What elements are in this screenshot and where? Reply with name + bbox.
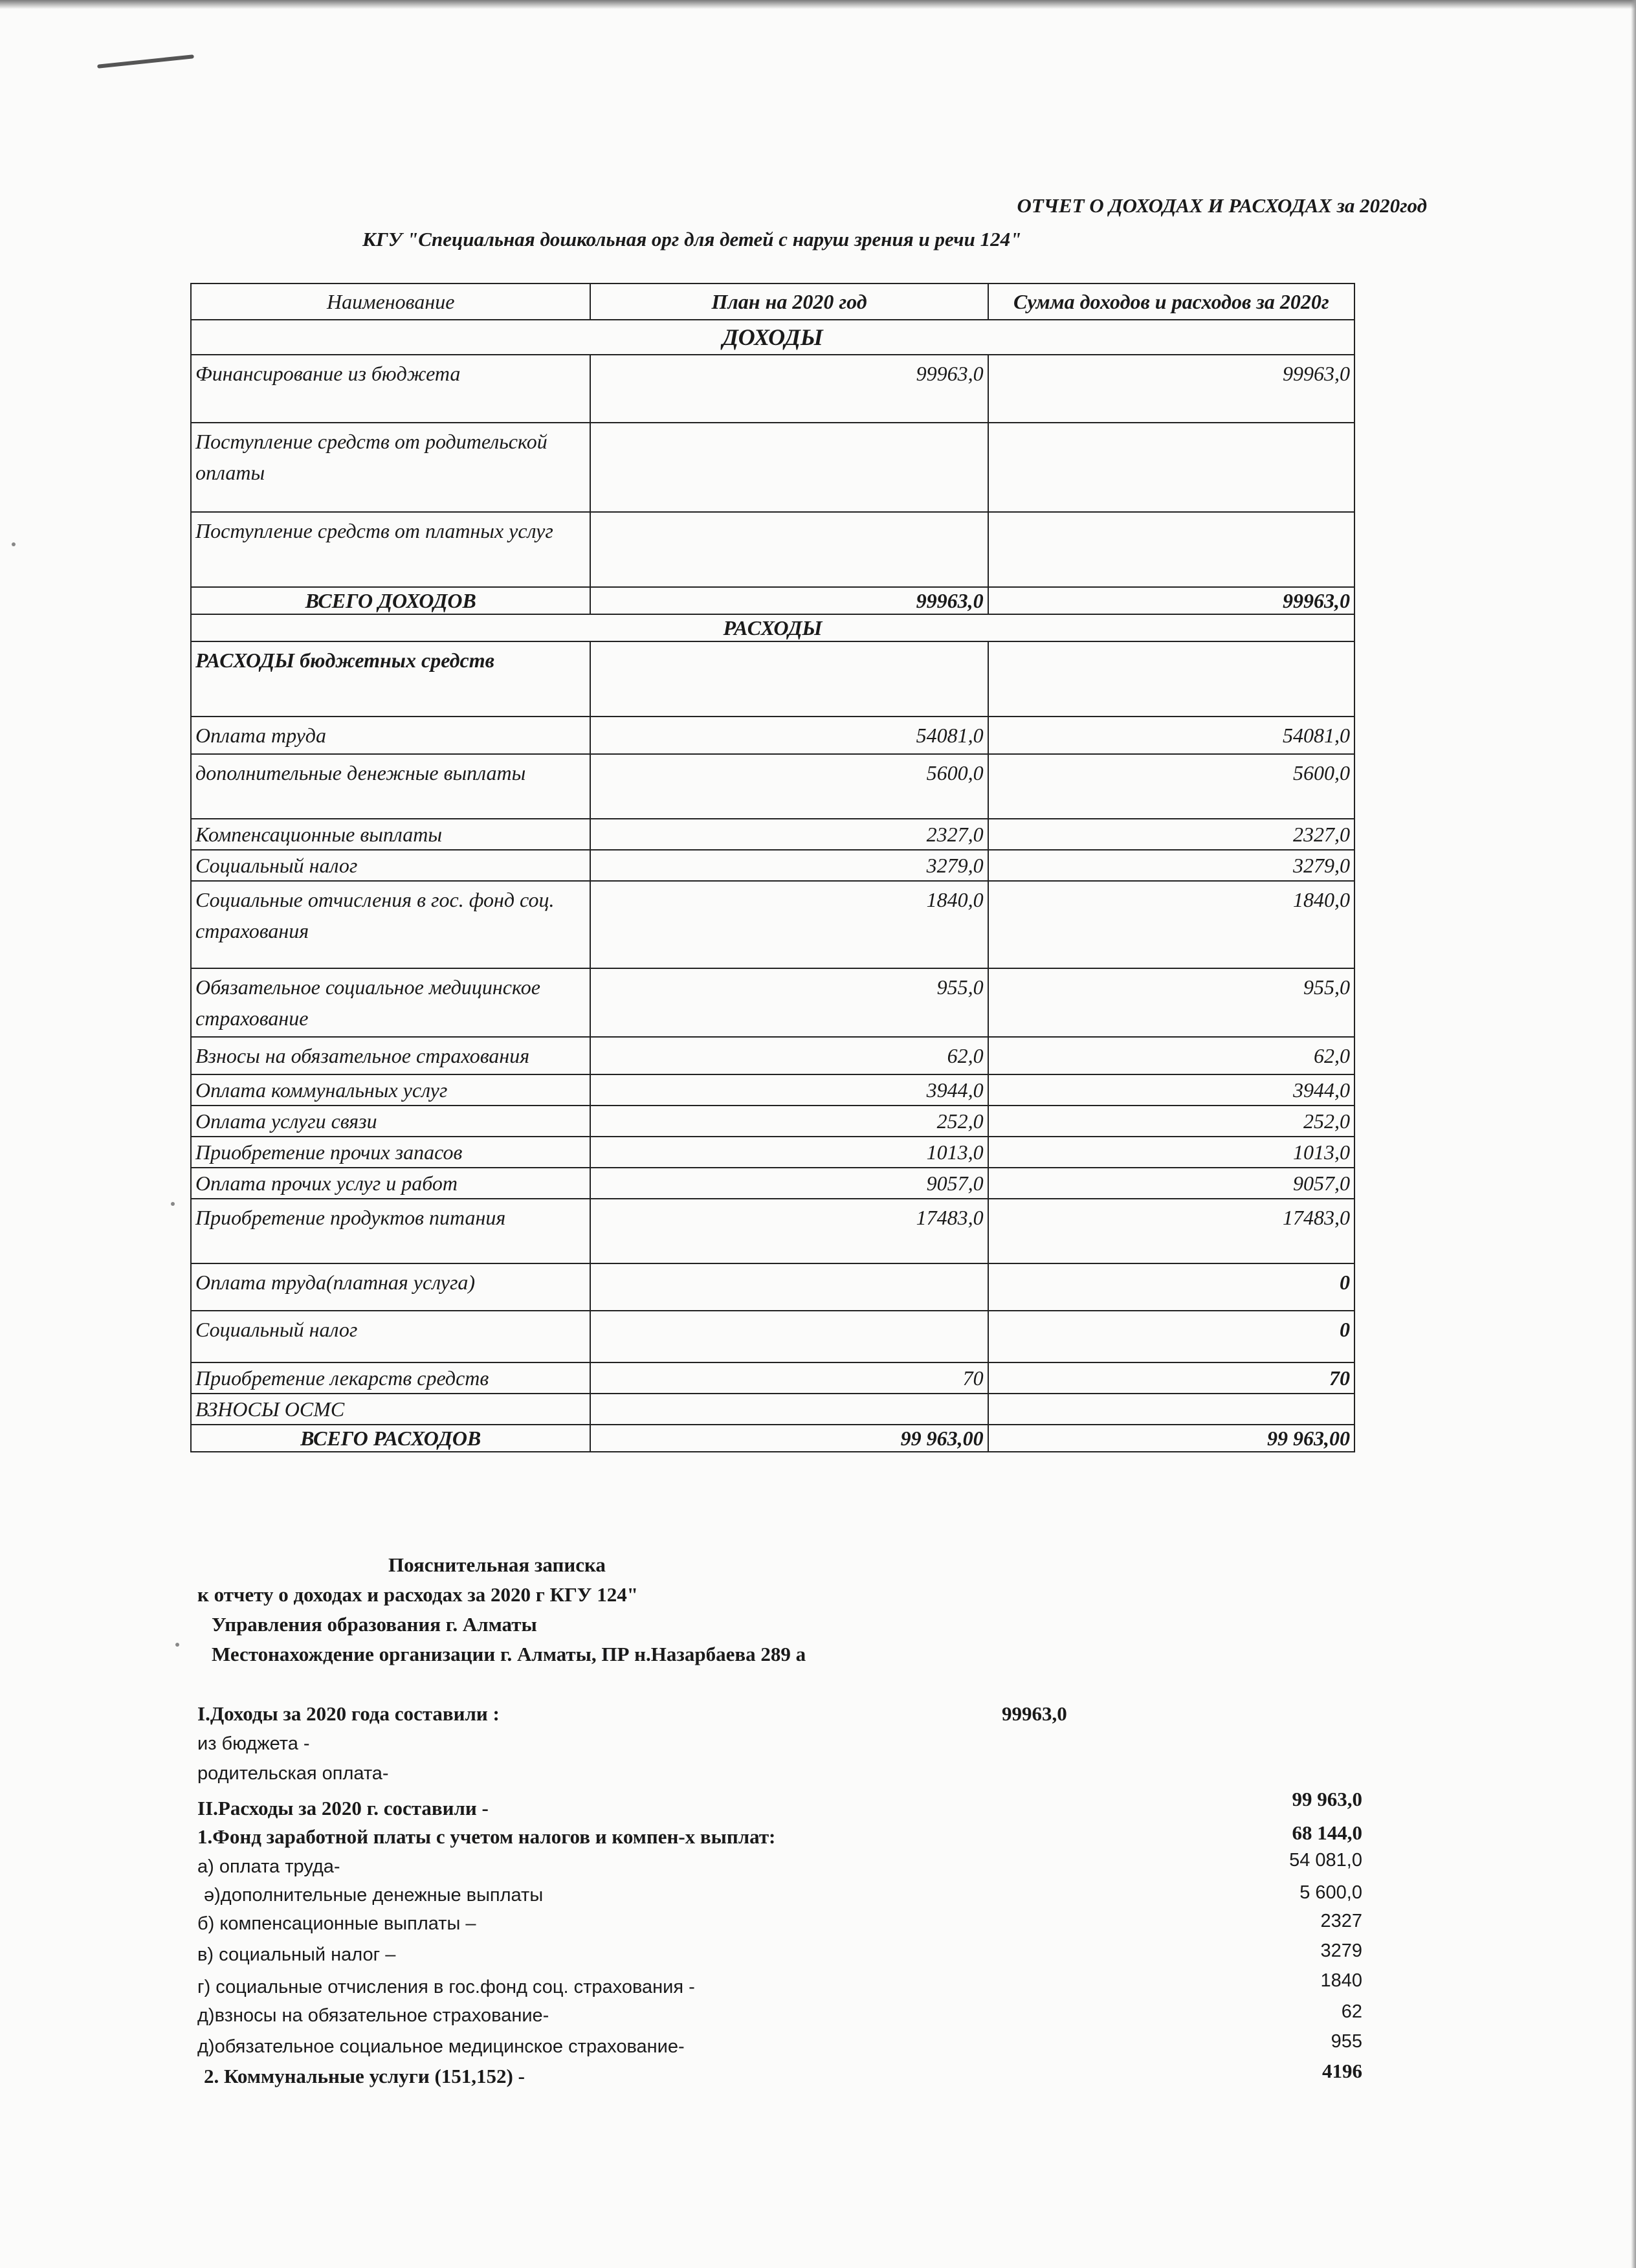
scan-dot bbox=[175, 1643, 179, 1647]
row-name: Финансирование из бюджета bbox=[191, 355, 590, 423]
table-row bbox=[191, 881, 1354, 968]
note-item-label: г) социальные отчисления в гос.фонд соц. страхования - bbox=[197, 1977, 695, 1997]
row-actual: 17483,0 bbox=[988, 1199, 1354, 1263]
note-expenses-line bbox=[197, 1788, 1362, 1818]
income-total-actual: 99963,0 bbox=[988, 587, 1354, 614]
row-plan: 54081,0 bbox=[590, 717, 988, 754]
row-name: Поступление средств от родительской оплаты bbox=[191, 423, 590, 512]
row-plan: 1840,0 bbox=[590, 881, 988, 968]
expense-total-actual: 99 963,00 bbox=[988, 1425, 1354, 1452]
explanatory-note bbox=[197, 1550, 1362, 2086]
row-name: Оплата услуги связи bbox=[191, 1106, 590, 1137]
note-item-value: 54 081,0 bbox=[1289, 1850, 1362, 1871]
note-item-value: 62 bbox=[1341, 2001, 1362, 2022]
row-name: Оплата прочих услуг и работ bbox=[191, 1168, 590, 1199]
row-plan: 17483,0 bbox=[590, 1199, 988, 1263]
table-row bbox=[191, 1037, 1354, 1074]
row-actual: 955,0 bbox=[988, 968, 1354, 1037]
row-name: дополнительные денежные выплаты bbox=[191, 754, 590, 819]
row-actual bbox=[988, 423, 1354, 512]
note-item-label: д)взносы на обязательное страхование- bbox=[197, 2005, 549, 2026]
note-wage-fund-line bbox=[197, 1818, 1362, 1848]
table-row bbox=[191, 819, 1354, 850]
row-name: Оплата труда bbox=[191, 717, 590, 754]
note-item-label: а) оплата труда- bbox=[197, 1856, 340, 1877]
expense-subheader-plan bbox=[590, 641, 988, 717]
row-plan: 1013,0 bbox=[590, 1137, 988, 1168]
row-plan: 252,0 bbox=[590, 1106, 988, 1137]
row-plan bbox=[590, 423, 988, 512]
table-row bbox=[191, 355, 1354, 423]
scan-dot bbox=[12, 542, 16, 546]
note-expenses-label: II.Расходы за 2020 г. составили - bbox=[197, 1797, 489, 1819]
header-plan: План на 2020 год bbox=[590, 284, 988, 320]
note-item-label: в) социальный налог – bbox=[197, 1944, 396, 1965]
row-name: Приобретение лекарств средств bbox=[191, 1362, 590, 1394]
note-line-3: Местонахождение организации г. Алматы, ПР н.Назарбаева 289 а bbox=[212, 1643, 806, 1665]
table-row bbox=[191, 1311, 1354, 1362]
table-row bbox=[191, 423, 1354, 512]
row-actual: 9057,0 bbox=[988, 1168, 1354, 1199]
row-plan: 70 bbox=[590, 1362, 988, 1394]
note-item bbox=[197, 1878, 1362, 1907]
note-income-line bbox=[197, 1699, 1362, 1729]
row-actual: 62,0 bbox=[988, 1037, 1354, 1074]
note-item-value: 2327 bbox=[1320, 1911, 1362, 1931]
row-actual: 0 bbox=[988, 1263, 1354, 1311]
note-utilities-value: 4196 bbox=[1322, 2060, 1362, 2082]
row-name: Взносы на обязательное страхования bbox=[191, 1037, 590, 1074]
report-title: ОТЧЕТ О ДОХОДАХ И РАСХОДАХ за 2020год bbox=[1017, 194, 1427, 217]
row-name: Оплата коммунальных услуг bbox=[191, 1074, 590, 1106]
table-row bbox=[191, 1074, 1354, 1106]
row-actual: 5600,0 bbox=[988, 754, 1354, 819]
note-item bbox=[197, 1907, 1362, 1937]
table-row bbox=[191, 1168, 1354, 1199]
note-income-value: 99963,0 bbox=[1002, 1702, 1067, 1725]
row-plan: 9057,0 bbox=[590, 1168, 988, 1199]
row-actual: 0 bbox=[988, 1311, 1354, 1362]
row-name: Обязательное социальное медицинское страхование bbox=[191, 968, 590, 1037]
row-plan bbox=[590, 1394, 988, 1425]
table-row bbox=[191, 512, 1354, 587]
table-row bbox=[191, 1106, 1354, 1137]
row-actual: 54081,0 bbox=[988, 717, 1354, 754]
row-actual: 252,0 bbox=[988, 1106, 1354, 1137]
row-name: Социальные отчисления в гос. фонд соц. страхования bbox=[191, 881, 590, 968]
expense-subheader: РАСХОДЫ бюджетных средств bbox=[191, 641, 590, 717]
income-total-plan: 99963,0 bbox=[590, 587, 988, 614]
table-row bbox=[191, 850, 1354, 881]
table-row bbox=[191, 1137, 1354, 1168]
expense-section-title: РАСХОДЫ bbox=[191, 614, 1354, 641]
row-plan bbox=[590, 1263, 988, 1311]
row-actual: 70 bbox=[988, 1362, 1354, 1394]
expense-total-row bbox=[191, 1425, 1354, 1452]
header-actual: Сумма доходов и расходов за 2020г bbox=[988, 284, 1354, 320]
note-title: Пояснительная записка bbox=[388, 1553, 606, 1576]
row-actual: 3279,0 bbox=[988, 850, 1354, 881]
note-from-budget bbox=[197, 1729, 1362, 1759]
table-row bbox=[191, 968, 1354, 1037]
note-parent-payment-label: родительская оплата- bbox=[197, 1763, 389, 1784]
row-name: Социальный налог bbox=[191, 850, 590, 881]
note-item-value: 3279 bbox=[1320, 1940, 1362, 1961]
income-total-label: ВСЕГО ДОХОДОВ bbox=[191, 587, 590, 614]
note-item bbox=[197, 1848, 1362, 1878]
table-row bbox=[191, 1199, 1354, 1263]
note-item bbox=[197, 1937, 1362, 1967]
table-row bbox=[191, 1263, 1354, 1311]
row-actual: 1840,0 bbox=[988, 881, 1354, 968]
row-plan: 2327,0 bbox=[590, 819, 988, 850]
note-item bbox=[197, 2027, 1362, 2056]
row-plan bbox=[590, 1311, 988, 1362]
row-name: Оплата труда(платная услуга) bbox=[191, 1263, 590, 1311]
note-utilities-line bbox=[197, 2056, 1362, 2086]
table-row bbox=[191, 754, 1354, 819]
row-name: Поступление средств от платных услуг bbox=[191, 512, 590, 587]
expense-subheader-row bbox=[191, 641, 1354, 717]
note-item bbox=[197, 1967, 1362, 1997]
row-name: Социальный налог bbox=[191, 1311, 590, 1362]
note-expenses-value: 99 963,0 bbox=[1292, 1788, 1362, 1810]
row-actual: 1013,0 bbox=[988, 1137, 1354, 1168]
table-row bbox=[191, 1362, 1354, 1394]
row-actual: 2327,0 bbox=[988, 819, 1354, 850]
note-item-value: 5 600,0 bbox=[1299, 1882, 1362, 1903]
note-item-value: 955 bbox=[1331, 2031, 1362, 2052]
note-line-1: к отчету о доходах и расходах за 2020 г КГУ 124" bbox=[197, 1583, 639, 1606]
scan-edge-right bbox=[1631, 0, 1636, 2268]
note-parent-payment bbox=[197, 1759, 1362, 1788]
row-name: Приобретение прочих запасов bbox=[191, 1137, 590, 1168]
table-header-row bbox=[191, 284, 1354, 320]
row-actual bbox=[988, 512, 1354, 587]
note-line-2: Управления образования г. Алматы bbox=[212, 1613, 537, 1636]
row-plan: 99963,0 bbox=[590, 355, 988, 423]
note-utilities-label: 2. Коммунальные услуги (151,152) - bbox=[204, 2065, 525, 2087]
scan-dot bbox=[171, 1202, 175, 1206]
row-plan bbox=[590, 512, 988, 587]
note-wage-fund-label: 1.Фонд заработной платы с учетом налогов и компен-х выплат: bbox=[197, 1825, 776, 1848]
income-section-title: ДОХОДЫ bbox=[191, 320, 1354, 355]
expense-total-plan: 99 963,00 bbox=[590, 1425, 988, 1452]
note-item bbox=[197, 1997, 1362, 2027]
row-plan: 62,0 bbox=[590, 1037, 988, 1074]
expense-section-row bbox=[191, 614, 1354, 641]
note-item-label: ә)дополнительные денежные выплаты bbox=[204, 1885, 544, 1906]
row-plan: 3944,0 bbox=[590, 1074, 988, 1106]
row-actual: 3944,0 bbox=[988, 1074, 1354, 1106]
note-wage-fund-value: 68 144,0 bbox=[1292, 1821, 1362, 1844]
note-item-value: 1840 bbox=[1320, 1970, 1362, 1991]
expense-subheader-actual bbox=[988, 641, 1354, 717]
income-section-row bbox=[191, 320, 1354, 355]
note-spacer bbox=[197, 1669, 1362, 1699]
row-actual bbox=[988, 1394, 1354, 1425]
row-name: Компенсационные выплаты bbox=[191, 819, 590, 850]
note-from-budget-label: из бюджета - bbox=[197, 1733, 310, 1754]
scan-edge-top bbox=[0, 0, 1636, 9]
note-item-label: д)обязательное социальное медицинское страхование- bbox=[197, 2036, 685, 2057]
header-name: Наименование bbox=[191, 284, 590, 320]
table-row bbox=[191, 1394, 1354, 1425]
row-plan: 3279,0 bbox=[590, 850, 988, 881]
pen-mark bbox=[97, 54, 194, 69]
income-total-row bbox=[191, 587, 1354, 614]
row-actual: 99963,0 bbox=[988, 355, 1354, 423]
expense-total-label: ВСЕГО РАСХОДОВ bbox=[191, 1425, 590, 1452]
note-income-label: I.Доходы за 2020 года составили : bbox=[197, 1702, 500, 1725]
row-plan: 5600,0 bbox=[590, 754, 988, 819]
note-item-label: б) компенсационные выплаты – bbox=[197, 1913, 476, 1934]
report-table bbox=[190, 283, 1355, 1452]
report-subtitle: КГУ "Специальная дошкольная орг для детей с наруш зрения и речи 124" bbox=[362, 228, 1022, 250]
row-name: Приобретение продуктов питания bbox=[191, 1199, 590, 1263]
table-row bbox=[191, 717, 1354, 754]
row-name: ВЗНОСЫ ОСМС bbox=[191, 1394, 590, 1425]
row-plan: 955,0 bbox=[590, 968, 988, 1037]
